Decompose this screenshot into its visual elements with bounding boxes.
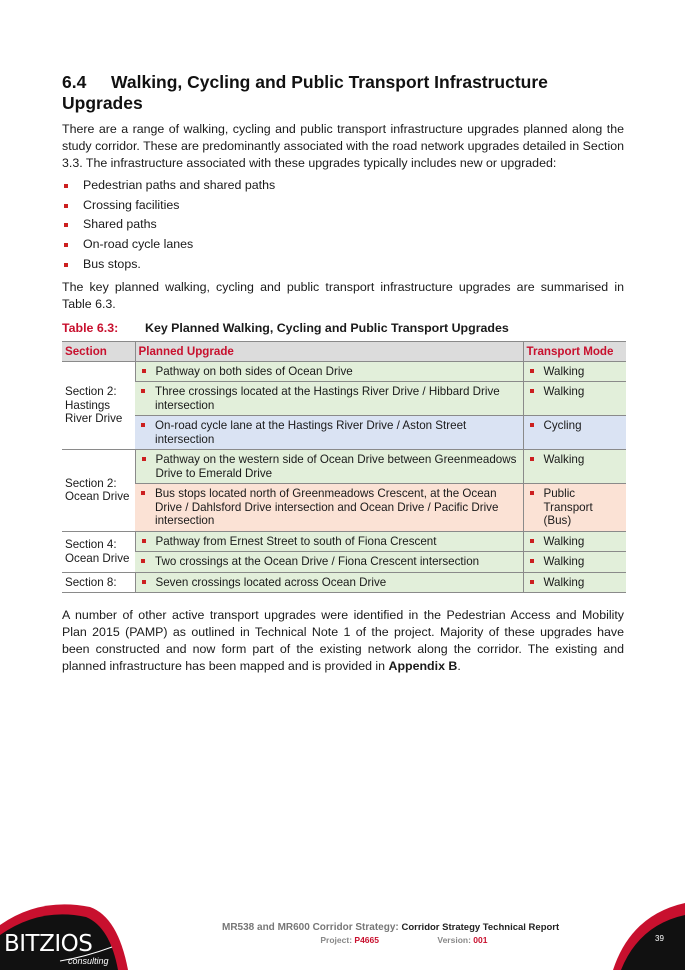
table-number: Table 6.3: <box>62 320 119 335</box>
section-cell: Section 4: Ocean Drive <box>62 531 135 572</box>
version-value: 001 <box>473 935 488 945</box>
list-item: Shared paths <box>62 215 624 235</box>
bullet-square-icon <box>142 369 146 373</box>
column-header: Section <box>62 341 135 361</box>
upgrade-cell: Seven crossings located across Ocean Drive <box>135 572 523 593</box>
upgrade-type-list <box>62 176 624 275</box>
bitzios-logo <box>0 895 130 970</box>
bullet-square-icon <box>141 559 145 563</box>
bullet-square-icon <box>64 184 68 188</box>
bullet-square-icon <box>141 389 145 393</box>
page-content <box>62 72 624 675</box>
upgrade-cell: Two crossings at the Ocean Drive / Fiona Crescent intersection <box>135 552 523 573</box>
project-value: P4665 <box>354 935 379 945</box>
column-header: Planned Upgrade <box>135 341 523 361</box>
table-title: Key Planned Walking, Cycling and Public Transport Upgrades <box>145 320 509 335</box>
page-corner-icon <box>613 895 685 970</box>
page-number: 39 <box>655 934 664 943</box>
bullet-square-icon <box>530 539 534 543</box>
bullet-square-icon <box>530 389 534 393</box>
bullet-square-icon <box>530 423 534 427</box>
bullet-square-icon <box>64 243 68 247</box>
mode-cell: Walking <box>523 361 626 382</box>
list-item: Bus stops. <box>62 255 624 275</box>
table-row <box>62 552 626 573</box>
upgrade-cell: Pathway on both sides of Ocean Drive <box>135 361 523 382</box>
section-title: Walking, Cycling and Public Transport Infrastructure Upgrades <box>62 72 548 113</box>
mode-cell: Walking <box>523 450 626 484</box>
list-item: Crossing facilities <box>62 196 624 216</box>
mode-cell: Walking <box>523 531 626 552</box>
table-row <box>62 484 626 532</box>
table-header-row <box>62 341 626 361</box>
table-row <box>62 382 626 416</box>
appendix-reference: Appendix B <box>388 659 458 674</box>
table-row <box>62 361 626 382</box>
logo-text: BITZIOS <box>4 931 93 957</box>
bullet-square-icon <box>530 369 534 373</box>
report-title: MR538 and MR600 Corridor Strategy: <box>222 922 399 933</box>
bullet-square-icon <box>530 491 534 495</box>
project-label: Project: <box>320 935 353 945</box>
mode-cell: Walking <box>523 572 626 593</box>
summary-paragraph: The key planned walking, cycling and public transport infrastructure upgrades are summarised in Table 6.3. <box>62 279 624 311</box>
bullet-square-icon <box>141 423 145 427</box>
bullet-square-icon <box>142 457 146 461</box>
section-cell: Section 8: <box>62 572 135 593</box>
logo-subtext: consulting <box>68 956 109 966</box>
upgrade-cell: Pathway from Ernest Street to south of Fiona Crescent <box>135 531 523 552</box>
table-row <box>62 572 626 593</box>
page-number-tab <box>613 895 685 970</box>
upgrade-cell: Three crossings located at the Hastings River Drive / Hibbard Drive intersection <box>135 382 523 416</box>
table-caption <box>62 321 624 335</box>
list-item: Pedestrian paths and shared paths <box>62 176 624 196</box>
column-header: Transport Mode <box>523 341 626 361</box>
list-item: On-road cycle lanes <box>62 235 624 255</box>
bullet-square-icon <box>142 539 146 543</box>
table-row <box>62 531 626 552</box>
bullet-square-icon <box>64 263 68 267</box>
footer-text <box>222 922 562 945</box>
upgrade-cell: Pathway on the western side of Ocean Drive between Greenmeadows Drive to Emerald Drive <box>135 450 523 484</box>
table-row <box>62 416 626 450</box>
mode-cell: Cycling <box>523 416 626 450</box>
mode-cell: Walking <box>523 382 626 416</box>
upgrade-cell: Bus stops located north of Greenmeadows Crescent, at the Ocean Drive / Dahlsford Drive intersection and Ocean Drive / Pacific Drive intersection <box>135 484 523 532</box>
bullet-square-icon <box>530 580 534 584</box>
upgrade-cell: On-road cycle lane at the Hastings River Drive / Aston Street intersection <box>135 416 523 450</box>
bullet-square-icon <box>530 457 534 461</box>
version-label: Version: <box>437 935 471 945</box>
section-cell: Section 2: Ocean Drive <box>62 450 135 532</box>
mode-cell: Walking <box>523 552 626 573</box>
bullet-square-icon <box>64 204 68 208</box>
mode-cell: Public Transport (Bus) <box>523 484 626 532</box>
upgrades-table <box>62 341 626 594</box>
report-subtitle: Corridor Strategy Technical Report <box>401 922 560 933</box>
section-number: 6.4 <box>62 72 87 92</box>
closing-paragraph: A number of other active transport upgrades were identified in the Pedestrian Access and Mobility Plan 2015 (PAMP) as outlined in Technical Note 1 of the project. Majority of these upgrades have been constructed and now form part of the existing network along the corridor. The existing and planned infrastructure has been mapped and is provided in Appendix B. <box>62 608 624 674</box>
bullet-square-icon <box>142 580 146 584</box>
bullet-square-icon <box>530 559 534 563</box>
bullet-square-icon <box>141 491 145 495</box>
page-footer <box>0 895 685 970</box>
section-heading <box>62 72 624 114</box>
bullet-square-icon <box>64 223 68 227</box>
section-cell: Section 2: Hastings River Drive <box>62 361 135 450</box>
intro-paragraph: There are a range of walking, cycling and public transport infrastructure upgrades planned along the study corridor. These are predominantly associated with the road network upgrades detailed in Section 3.3. The infrastructure associated with these upgrades typically includes new or upgraded: <box>62 122 624 170</box>
table-row <box>62 450 626 484</box>
